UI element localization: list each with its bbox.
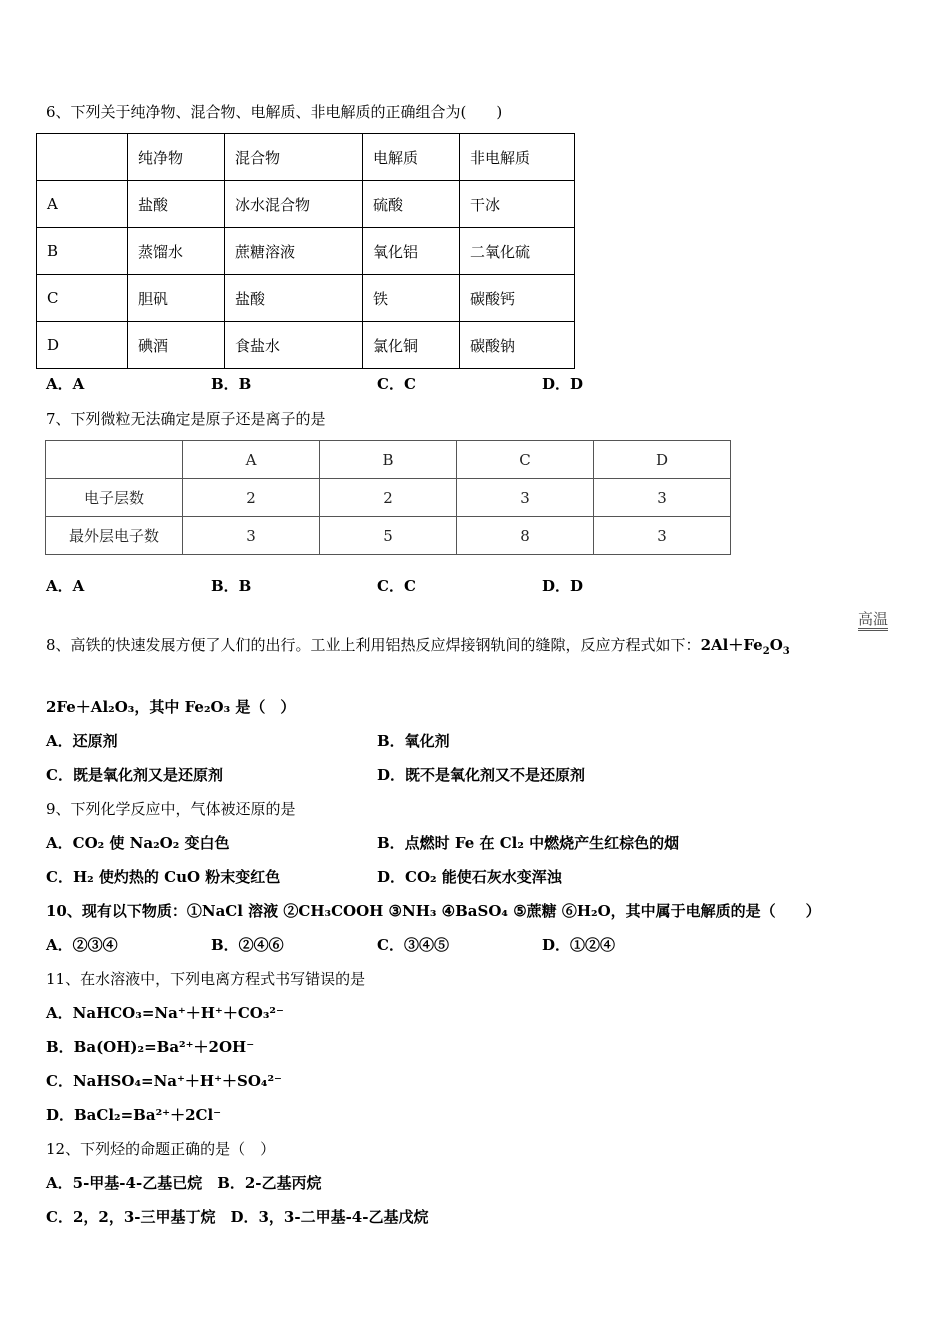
table-cell: 胆矾 [128,275,225,322]
eq-part: 2Al＋Fe [700,636,763,654]
q9-option-c[interactable]: C．H₂ 使灼热的 CuO 粉末变红色 [46,868,281,886]
table-cell: 食盐水 [225,322,363,369]
q6-table [36,133,575,369]
q8-option-c[interactable]: C．既是氧化剂又是还原剂 [46,766,223,784]
table-cell: 碳酸钙 [460,275,575,322]
q6-option-a[interactable]: A．A [46,375,85,393]
table-cell: 3 [457,479,594,517]
table-cell: 3 [594,517,731,555]
table-header-row [37,134,575,181]
condition-label: 高温 [858,610,888,631]
q12-stem: 12、下列烃的命题正确的是（ ） [46,1140,276,1158]
table-cell: 碘酒 [128,322,225,369]
q8-equation [700,636,790,657]
q10-option-a[interactable]: A．②③④ [46,936,118,954]
table-cell: 碳酸钠 [460,322,575,369]
table-cell: D [594,441,731,479]
q8-stem-text: 8、高铁的快速发展方便了人们的出行。工业上利用铝热反应焊接钢轨间的缝隙，反应方程式如下： [46,636,701,654]
q11-option-b[interactable]: B．Ba(OH)₂=Ba²⁺＋2OH⁻ [46,1038,255,1056]
table-cell: 3 [183,517,320,555]
q7-table [45,440,731,555]
table-row [37,228,575,275]
table-cell: 电解质 [363,134,460,181]
table-row [37,275,575,322]
q11-option-a[interactable]: A．NaHCO₃=Na⁺＋H⁺＋CO₃²⁻ [46,1004,284,1022]
table-cell: D [37,322,128,369]
table-cell: A [183,441,320,479]
table-cell: 2 [183,479,320,517]
table-cell: 氯化铜 [363,322,460,369]
q8-option-d[interactable]: D．既不是氧化剂又不是还原剂 [377,766,586,784]
q10-option-d[interactable]: D．①②④ [542,936,616,954]
q12-options-ab[interactable]: A．5-甲基-4-乙基已烷 B．2-乙基丙烷 [46,1174,322,1192]
table-cell: A [37,181,128,228]
table-cell: 硫酸 [363,181,460,228]
table-row [46,479,731,517]
table-header-row [46,441,731,479]
table-cell: 铁 [363,275,460,322]
q7-option-b[interactable]: B．B [211,577,252,595]
table-cell: 最外层电子数 [46,517,183,555]
table-cell: 8 [457,517,594,555]
table-cell: 3 [594,479,731,517]
q9-stem: 9、下列化学反应中，气体被还原的是 [46,800,296,818]
table-cell: 非电解质 [460,134,575,181]
q6-option-d[interactable]: D．D [542,375,584,393]
table-cell: 5 [320,517,457,555]
eq-part: O [769,636,783,654]
table-cell: 混合物 [225,134,363,181]
q9-option-d[interactable]: D．CO₂ 能使石灰水变浑浊 [377,868,562,886]
q10-option-b[interactable]: B．②④⑥ [211,936,284,954]
table-cell: C [457,441,594,479]
table-cell: 盐酸 [128,181,225,228]
q8-option-b[interactable]: B．氧化剂 [377,732,450,750]
q6-stem: 6、下列关于纯净物、混合物、电解质、非电解质的正确组合为( ) [46,103,503,121]
q8-option-a[interactable]: A．还原剂 [46,732,118,750]
table-cell: 电子层数 [46,479,183,517]
q10-option-c[interactable]: C．③④⑤ [377,936,449,954]
table-cell: 二氧化硫 [460,228,575,275]
table-row [37,181,575,228]
table-cell: B [37,228,128,275]
q12-options-cd[interactable]: C．2，2，3-三甲基丁烷 D．3，3-二甲基-4-乙基戊烷 [46,1208,429,1226]
table-cell: 蒸馏水 [128,228,225,275]
q11-stem: 11、在水溶液中，下列电离方程式书写错误的是 [46,970,366,988]
table-cell: C [37,275,128,322]
q11-option-c[interactable]: C．NaHSO₄=Na⁺＋H⁺＋SO₄²⁻ [46,1072,282,1090]
table-cell [37,134,128,181]
table-cell: 2 [320,479,457,517]
eq-sub: 2 [762,646,770,657]
q9-option-b[interactable]: B．点燃时 Fe 在 Cl₂ 中燃烧产生红棕色的烟 [377,834,680,852]
table-cell: 纯净物 [128,134,225,181]
table-cell: 干冰 [460,181,575,228]
q6-option-c[interactable]: C．C [377,375,416,393]
q8-line2: 2Fe＋Al₂O₃，其中 Fe₂O₃ 是（ ） [46,698,296,716]
table-cell: 冰水混合物 [225,181,363,228]
table-cell [46,441,183,479]
q8-stem [46,635,790,662]
q10-stem: 10、现有以下物质：①NaCl 溶液 ②CH₃COOH ③NH₃ ④BaSO₄ ⑤蔗糖 ⑥H₂O，其中属于电解质的是（ ） [46,902,821,920]
q6-option-b[interactable]: B．B [211,375,252,393]
q7-stem: 7、下列微粒无法确定是原子还是离子的是 [46,410,326,428]
table-cell: 氧化铝 [363,228,460,275]
eq-sub: 3 [782,646,790,657]
table-row [37,322,575,369]
q9-option-a[interactable]: A．CO₂ 使 Na₂O₂ 变白色 [46,834,230,852]
q7-option-d[interactable]: D．D [542,577,584,595]
table-cell: 蔗糖溶液 [225,228,363,275]
q7-option-c[interactable]: C．C [377,577,416,595]
q11-option-d[interactable]: D．BaCl₂=Ba²⁺＋2Cl⁻ [46,1106,222,1124]
table-row [46,517,731,555]
table-cell: 盐酸 [225,275,363,322]
table-cell: B [320,441,457,479]
q7-option-a[interactable]: A．A [46,577,85,595]
